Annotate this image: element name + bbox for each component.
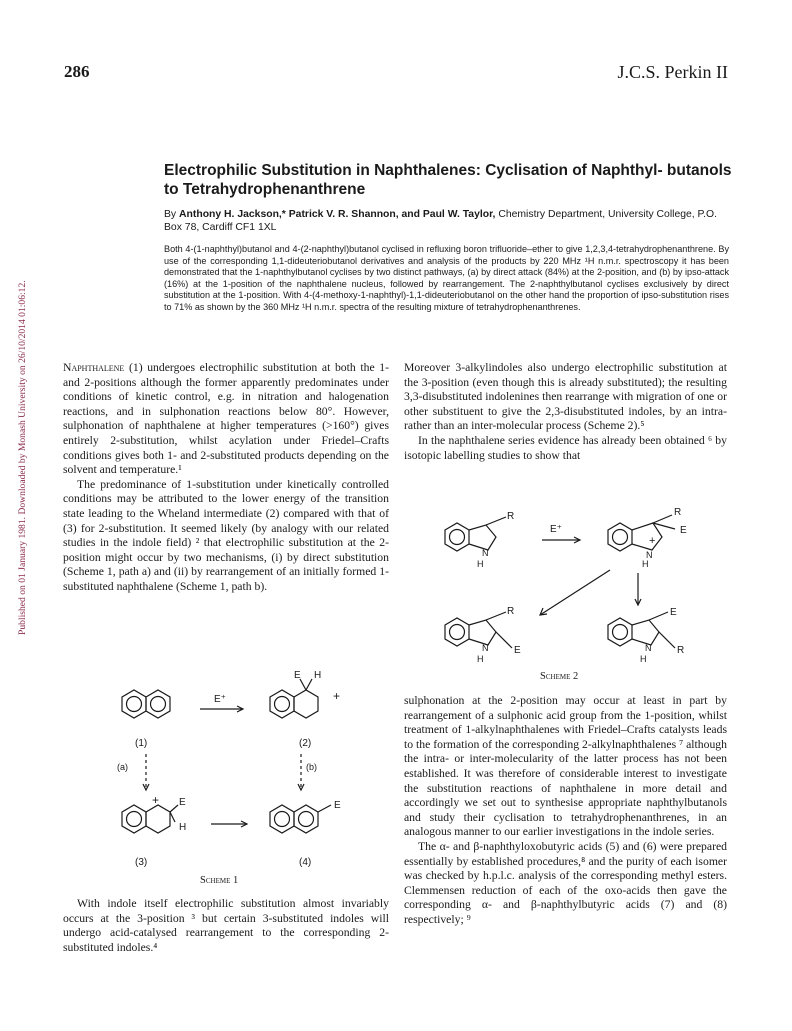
indole-3-substituted <box>445 517 506 551</box>
paragraph: sulphonation at the 2-position may occur at least in part by rearrangement of a sulphonic acid group from the 1-position, whilst treatment of 1-alkylnaphthalenes with Friedel–Crafts catalysts leads to the formation of the corresponding 2-alkylnaphthalenes ⁷ although the intra- or inter-molecularity of the latter process has not been established. It was therefore of considerable interest to investigate the substitution reactions of naphthalene in more detail and accordingly we set out to synthesise appropriate naphthylbutanols and study their cyclisation to tetrahydrophenanthrenes, in an analogous manner to our earlier investigations in the indole series. <box>404 694 727 839</box>
affiliation: Chemistry Department, University College, P.O. Box 78, Cardiff CF1 1XL <box>164 209 718 233</box>
scheme-2-diagram <box>430 505 730 670</box>
label-2: (2) <box>299 738 312 749</box>
wheland-intermediate-3 <box>122 805 178 833</box>
atom-N: N <box>646 550 653 560</box>
plus-charge: + <box>152 793 160 807</box>
authors-prefix: By <box>164 209 177 220</box>
atom-H: H <box>179 822 187 833</box>
label-4: (4) <box>299 857 312 868</box>
paragraph: The predominance of 1-substitution under kinetically controlled conditions may be attributed to the lower energy of the transition state leading to the Wheland intermediate (2) compared with that of (3) for 2-substitution. It seemed likely (by analogy with our related studies in the indole field) ² that electrophilic substitution at the 2-position might occur by two mechanisms, (i) by direct substitution (Scheme 1, path a) and (ii) by rearrangement of an initially formed 1-substituted naphthalene (Scheme 1, path b). <box>63 477 389 593</box>
article-title: Electrophilic Substitution in Naphthalenes: Cyclisation of Naphthyl- butanols to Tetrahydrophenanthrene <box>164 162 732 198</box>
atom-H: H <box>314 670 322 681</box>
path-a-label: (a) <box>117 762 128 772</box>
indole-2-E-3-R <box>445 612 512 648</box>
download-notice <box>5 215 28 635</box>
indolenine-intermediate <box>608 515 675 551</box>
scheme-1-diagram <box>95 662 395 872</box>
journal-name: J.C.S. Perkin II <box>617 62 728 82</box>
atom-R: R <box>507 511 515 522</box>
wheland-intermediate-2 <box>270 679 318 718</box>
atom-N: N <box>645 643 652 653</box>
indole-3-E-2-R <box>608 612 675 648</box>
label-3: (3) <box>135 857 148 868</box>
lead-word: Naphthalene <box>63 361 125 374</box>
left-column-bottom <box>63 897 389 955</box>
naphthalene-product-4 <box>270 805 331 833</box>
atom-H: H <box>642 559 649 569</box>
paragraph: The α- and β-naphthyloxobutyric acids (5) and (6) were prepared essentially by established procedures,⁸ and the purity of each isomer was checked by h.p.l.c. analysis of the corresponding methyl esters. Clemmensen reduction of each of the oxo-acids then gave the corresponding α- and β-naphthylbutyric acids (7) and (8) respectively; ⁹ <box>404 839 727 926</box>
abstract: Both 4-(1-naphthyl)butanol and 4-(2-naphthyl)butanol cyclised in refluxing boron trifluoride–ether to give 1,2,3,4-tetrahydrophenanthrene. By use of the corresponding 1,1-dideuteriobutanol derivatives and analysis of the products by 220 MHz ¹H n.m.r. spectroscopy it has been demonstrated that the 1-naphthylbutanol cyclises by two distinct pathways, (a) by direct attack (84%) at the 2-position, and (b) by ipso-attack (16%) at the 1-position of the naphthalene nucleus, followed by rearrangement. The 2-naphthylbutanol cyclises exclusively by direct substitution at the 1-position. With 4-(4-methoxy-1-naphthyl)-1,1-dideuteriobutanol on the other hand the proportion of ipso-substitution rises to 71% as shown by the 360 MHz ¹H n.m.r. spectra of the resulting mixture of tetrahydrophenanthrenes. <box>164 244 729 312</box>
paragraph: (1) undergoes electrophilic substitution at both the 1- and 2-positions although the former apparently predominates under conditions of kinetic control, e.g. in nitration and halogenation reactions, and in sulphonation reactions below 80°. However, sulphonation of naphthalene at higher temperatures (>160°) gives entirely 2-substitution, whilst acylation under Friedel–Crafts conditions gives both 1- and 2-substituted products depending on the solvent and temperature.¹ <box>63 361 389 477</box>
atom-E: E <box>514 645 521 656</box>
scheme-2-caption: Scheme 2 <box>540 671 579 682</box>
left-column-top <box>63 361 389 595</box>
download-notice-text: Published on 01 January 1981. Downloaded by Monash University on 26/10/2014 01:06:12. <box>17 280 28 635</box>
paragraph: In the naphthalene series evidence has already been obtained ⁶ by isotopic labelling studies to show that <box>404 433 727 462</box>
atom-H: H <box>477 654 484 664</box>
atom-E: E <box>670 607 677 618</box>
atom-E: E <box>294 670 301 681</box>
plus-charge: + <box>649 535 656 547</box>
paragraph: With indole itself electrophilic substitution almost invariably occurs at the 3-position ³ but certain 3-substituted indoles will undergo acid-catalysed rearrangement to the corresponding 2-substituted indoles.⁴ <box>63 897 389 954</box>
path-b-label: (b) <box>306 762 317 772</box>
atom-E: E <box>680 525 687 536</box>
author-names: Anthony H. Jackson,* Patrick V. R. Shannon, and Paul W. Taylor, <box>179 209 496 220</box>
author-block <box>164 208 734 234</box>
paragraph: Moreover 3-alkylindoles also undergo electrophilic substitution at the 3-position (even though this is already substituted); the resulting 3,3-disubstituted indolenines then rearrange with migration of one or other substituent to give the 2,3-disubstituted indoles, by an intra- rather than an inter-molecular process (Scheme 2).⁵ <box>404 361 727 433</box>
atom-H: H <box>477 559 484 569</box>
right-column-bottom <box>404 694 727 928</box>
atom-E: E <box>179 797 186 808</box>
right-column-top <box>404 361 727 463</box>
scheme2-reagent: E⁺ <box>550 524 562 535</box>
plus-charge: + <box>333 689 341 703</box>
atom-N: N <box>482 548 489 558</box>
scheme1-reagent: E⁺ <box>214 694 226 705</box>
label-1: (1) <box>135 738 148 749</box>
atom-E: E <box>334 800 341 811</box>
atom-R: R <box>507 606 515 617</box>
page-number: 286 <box>64 62 90 81</box>
naphthalene-structure-1 <box>122 690 170 718</box>
atom-R: R <box>677 645 685 656</box>
atom-R: R <box>674 507 682 518</box>
scheme-1-caption: Scheme 1 <box>200 875 239 886</box>
atom-N: N <box>482 643 489 653</box>
atom-H: H <box>640 654 647 664</box>
